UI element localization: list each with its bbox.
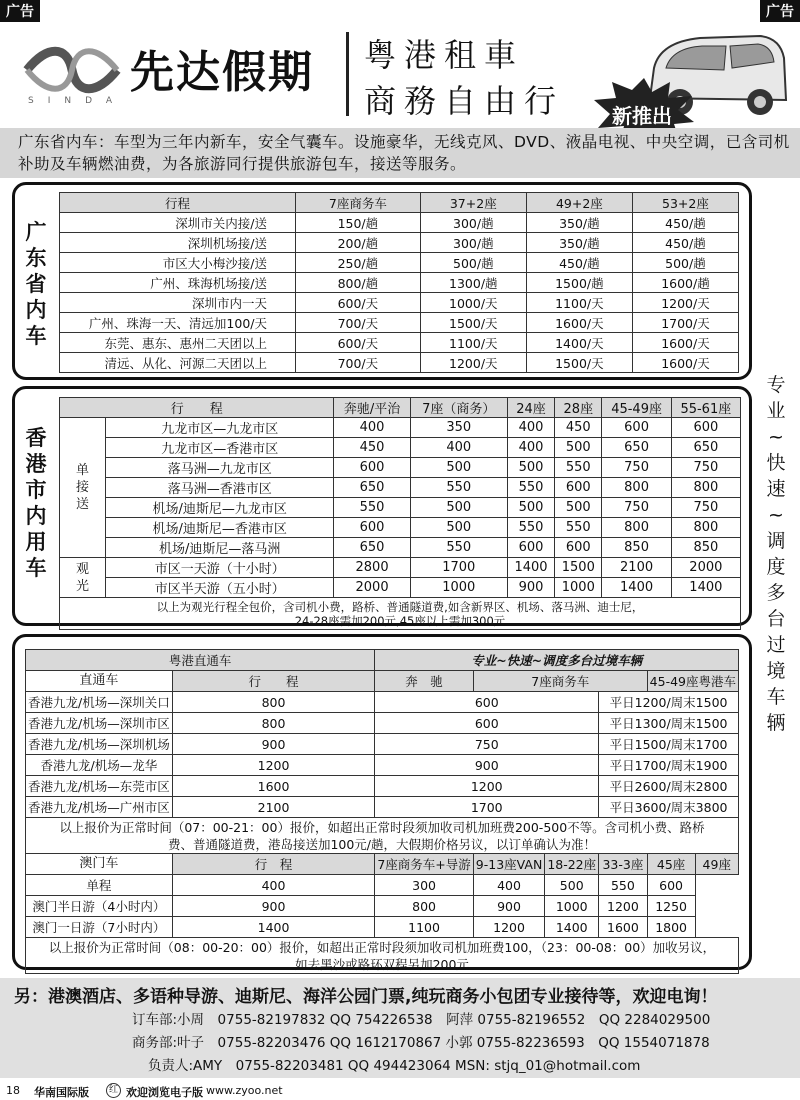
slogan-line1: 粤港租車 [364, 36, 525, 74]
table-row [60, 458, 741, 478]
table-cell: 500/趟 [632, 253, 738, 273]
table-row [26, 896, 739, 917]
table-cell: 250/趟 [296, 253, 421, 273]
table-row [26, 713, 739, 734]
table-cell: 750 [671, 498, 740, 518]
hongkong-price-table [59, 397, 741, 630]
table-cell: 1200 [473, 917, 545, 938]
column-header: 37+2座 [420, 193, 526, 213]
column-header: 行 程 [172, 854, 375, 875]
table-cell: 400 [473, 875, 545, 896]
table-cell: 香港九龙/机场—深圳市区 [26, 713, 173, 734]
column-header: 7座商务车+导游 [375, 854, 473, 875]
table-cell: 350/趟 [526, 233, 632, 253]
table-cell: 1000/天 [420, 293, 526, 313]
transfer-group-label [60, 418, 106, 558]
table-cell: 550 [599, 875, 648, 896]
table-cell: 300 [375, 875, 473, 896]
table-cell: 1400 [545, 917, 599, 938]
table-row [60, 353, 739, 373]
macau-note [26, 938, 739, 974]
website-link[interactable]: www.zyoo.net [206, 1084, 283, 1097]
table-cell: 400 [172, 875, 375, 896]
table-cell: 500 [555, 498, 602, 518]
table-cell: 650 [334, 478, 410, 498]
business-contact: 商务部:叶子 0755-82203476 QQ 1612170867 小郭 0755-82236593 QQ 1554071878 [132, 1035, 710, 1051]
table-row [60, 418, 741, 438]
page-footer [0, 1082, 800, 1100]
table-cell: 800 [602, 518, 671, 538]
table-cell: 1700 [375, 797, 599, 818]
table-cell: 900 [507, 578, 554, 598]
table-cell: 2800 [334, 558, 410, 578]
table-cell: 1400 [671, 578, 740, 598]
table-cell: 机场/迪斯尼—香港市区 [106, 518, 334, 538]
table-cell: 2100 [602, 558, 671, 578]
table-header-row [26, 671, 739, 692]
section-title: 香港市内用车 [25, 426, 47, 580]
sinda-logo-icon [22, 40, 122, 100]
table-cell: 600/天 [296, 293, 421, 313]
table-row [60, 233, 739, 253]
table-cell: 1600/天 [526, 313, 632, 333]
table-cell: 650 [602, 438, 671, 458]
hongkong-note [60, 598, 741, 630]
table-cell: 1200 [375, 776, 599, 797]
table-cell: 1400 [507, 558, 554, 578]
column-header: 9-13座VAN [473, 854, 545, 875]
table-cell: 市区大小梅沙接/送 [60, 253, 296, 273]
table-cell: 800 [375, 896, 473, 917]
table-cell: 450/趟 [526, 253, 632, 273]
ad-tag-right: 广告 [760, 0, 800, 22]
note-line: 以上为观光行程全包价，含司机小费，路桥、普通隧道费,如含新界区、机场、落马洲、迪士尼， [156, 599, 644, 614]
table-cell: 600 [375, 713, 599, 734]
table-cell: 1000 [555, 578, 602, 598]
table-cell: 1600 [599, 917, 648, 938]
table-cell: 1000 [545, 896, 599, 917]
table-cell: 1200/天 [632, 293, 738, 313]
table-cell: 机场/迪斯尼—落马洲 [106, 538, 334, 558]
table-cell: 550 [410, 478, 507, 498]
table-cell: 350 [410, 418, 507, 438]
column-header: 33-3座 [599, 854, 648, 875]
table-cell: 机场/迪斯尼—九龙市区 [106, 498, 334, 518]
table-cell: 香港九龙/机场—广州市区 [26, 797, 173, 818]
column-header: 45座 [647, 854, 695, 875]
table-cell: 九龙市区—九龙市区 [106, 418, 334, 438]
table-cell: 350/趟 [526, 213, 632, 233]
table-cell: 香港九龙/机场—龙华 [26, 755, 173, 776]
table-row [60, 518, 741, 538]
banner-row [26, 650, 739, 671]
column-header: 55-61座 [671, 398, 740, 418]
table-cell: 700/天 [296, 353, 421, 373]
table-cell: 800 [172, 713, 375, 734]
table-cell: 平日1700/周末1900 [599, 755, 739, 776]
table-cell: 1600/趟 [632, 273, 738, 293]
table-cell: 700/天 [296, 313, 421, 333]
table-row [26, 734, 739, 755]
table-cell: 400 [334, 418, 410, 438]
column-header: 7座商务车 [473, 671, 647, 692]
table-row [26, 917, 739, 938]
hongkong-panel [12, 386, 752, 626]
table-cell: 1600/天 [632, 353, 738, 373]
table-cell: 750 [602, 498, 671, 518]
table-cell: 600 [647, 875, 695, 896]
table-cell: 600 [671, 418, 740, 438]
guangdong-price-table [59, 192, 739, 373]
table-cell: 800/趟 [296, 273, 421, 293]
table-cell: 平日3600/周末3800 [599, 797, 739, 818]
table-cell: 东莞、惠东、惠州二天团以上 [60, 333, 296, 353]
table-cell: 500 [507, 498, 554, 518]
column-header: 行 程 [172, 671, 375, 692]
table-cell: 450 [334, 438, 410, 458]
table-cell: 平日1500/周末1700 [599, 734, 739, 755]
table-cell: 400 [507, 438, 554, 458]
table-cell: 澳门半日游（4小时内） [26, 896, 173, 917]
table-cell: 1300/趟 [420, 273, 526, 293]
table-cell: 550 [410, 538, 507, 558]
table-cell: 300/趟 [420, 233, 526, 253]
header [0, 22, 800, 128]
table-cell: 450/趟 [632, 233, 738, 253]
table-cell: 1700 [410, 558, 507, 578]
sightseeing-group-label [60, 558, 106, 598]
table-header-row [60, 398, 741, 418]
note-row [60, 598, 741, 630]
services-line: 另：港澳酒店、多语种导游、迪斯尼、海洋公园门票,纯玩商务小包团专业接待等，欢迎电询！ [14, 987, 718, 1007]
table-cell: 550 [334, 498, 410, 518]
column-header: 奔 驰 [375, 671, 473, 692]
table-cell: 香港九龙/机场—东莞市区 [26, 776, 173, 797]
table-cell: 900 [172, 896, 375, 917]
column-header: 7座商务车 [296, 193, 421, 213]
welcome-text: 欢迎浏览电子版 [126, 1086, 203, 1099]
column-header: 28座 [555, 398, 602, 418]
table-cell: 1200 [172, 755, 375, 776]
table-row [60, 578, 741, 598]
table-cell: 850 [602, 538, 671, 558]
table-cell: 500 [410, 518, 507, 538]
table-cell: 500 [410, 458, 507, 478]
table-cell: 2000 [334, 578, 410, 598]
table-cell: 600 [375, 692, 599, 713]
table-cell: 400 [410, 438, 507, 458]
table-cell: 450/趟 [632, 213, 738, 233]
table-cell: 550 [507, 518, 554, 538]
table-cell: 550 [555, 458, 602, 478]
table-cell: 550 [555, 518, 602, 538]
table-row [26, 797, 739, 818]
column-header: 49+2座 [526, 193, 632, 213]
table-cell: 1500/天 [526, 353, 632, 373]
table-row [26, 692, 739, 713]
table-cell: 平日2600/周末2800 [599, 776, 739, 797]
column-header: 18-22座 [545, 854, 599, 875]
column-header: 行程 [60, 193, 296, 213]
table-cell: 750 [602, 458, 671, 478]
table-cell: 200/趟 [296, 233, 421, 253]
table-cell: 单程 [26, 875, 173, 896]
table-row [60, 333, 739, 353]
direct-bus-note [26, 818, 739, 854]
group-label-text: 观光 [75, 561, 89, 594]
table-cell: 850 [671, 538, 740, 558]
table-cell: 600 [555, 538, 602, 558]
table-cell: 澳门一日游（7小时内） [26, 917, 173, 938]
table-cell: 1600/天 [632, 333, 738, 353]
table-cell: 市区半天游（五小时） [106, 578, 334, 598]
table-cell: 650 [671, 438, 740, 458]
table-cell: 600 [334, 458, 410, 478]
table-cell: 1400 [602, 578, 671, 598]
crossborder-price-table [25, 649, 739, 974]
table-cell: 2100 [172, 797, 375, 818]
header-divider [346, 32, 349, 116]
table-cell: 1000 [410, 578, 507, 598]
table-header-row [26, 854, 739, 875]
note-row [26, 938, 739, 974]
booking-contact: 订车部:小周 0755-82197832 QQ 754226538 阿萍 0755-82196552 QQ 2284029500 [132, 1012, 711, 1028]
table-row [26, 776, 739, 797]
column-header: 24座 [507, 398, 554, 418]
table-cell: 深圳机场接/送 [60, 233, 296, 253]
note-line: 费、普通隧道费，港岛接送加100元/趟，大假期价格另议，以订单确认为准！ [167, 836, 597, 852]
section-title: 广东省内车 [25, 220, 47, 348]
table-cell: 750 [375, 734, 599, 755]
table-cell: 平日1200/周末1500 [599, 692, 739, 713]
slogan-line2: 商務自由行 [364, 82, 565, 120]
table-row [60, 213, 739, 233]
direct-bus-banner: 粤港直通车 [26, 650, 375, 671]
table-cell: 1100 [375, 917, 473, 938]
table-cell: 广州、珠海一天、清远加100/天 [60, 313, 296, 333]
page-number: 18 [6, 1084, 20, 1097]
column-header: 奔驰/平治 [334, 398, 410, 418]
brand-name: 先达假期 [130, 47, 314, 98]
table-cell: 广州、珠海机场接/送 [60, 273, 296, 293]
table-cell: 750 [671, 458, 740, 478]
table-header-row [60, 193, 739, 213]
table-row [26, 755, 739, 776]
table-cell: 600 [555, 478, 602, 498]
table-cell: 550 [507, 478, 554, 498]
new-badge: 新推出 [612, 104, 672, 128]
table-cell: 1100/天 [420, 333, 526, 353]
column-header: 45-49座粤港车 [647, 671, 738, 692]
table-cell: 500/趟 [420, 253, 526, 273]
note-line: 以上报价为正常时间（08：00-20：00）报价，如超出正常时段须加收司机加班费100，（23：00-08：00）加收另议， [48, 939, 716, 955]
column-header: 45-49座 [602, 398, 671, 418]
table-row [60, 498, 741, 518]
table-cell: 1400 [172, 917, 375, 938]
table-cell: 1500 [555, 558, 602, 578]
column-header: 行 程 [60, 398, 334, 418]
table-cell: 500 [545, 875, 599, 896]
table-cell: 800 [172, 692, 375, 713]
table-cell: 1250 [647, 896, 695, 917]
group-label-text: 单接送 [75, 463, 89, 512]
table-row [60, 538, 741, 558]
publication-name: 华南国际版 [34, 1086, 89, 1099]
table-cell: 1400/天 [526, 333, 632, 353]
logo-subtitle: SINDA [28, 96, 127, 106]
table-row [60, 438, 741, 458]
table-cell: 600 [334, 518, 410, 538]
table-cell: 2000 [671, 558, 740, 578]
column-header: 7座（商务） [410, 398, 507, 418]
table-cell: 平日1300/周末1500 [599, 713, 739, 734]
table-cell: 1800 [647, 917, 695, 938]
table-cell: 九龙市区—香港市区 [106, 438, 334, 458]
table-cell: 400 [507, 418, 554, 438]
table-cell: 800 [602, 478, 671, 498]
table-cell: 1500/趟 [526, 273, 632, 293]
table-cell: 450 [555, 418, 602, 438]
note-line: 如去黑沙或路环双程另加200元 [295, 956, 469, 972]
table-cell: 900 [375, 755, 599, 776]
note-line: 24-28座需加200元,45座以上需加300元 [294, 613, 506, 628]
table-cell: 深圳市关内接/送 [60, 213, 296, 233]
crossborder-slogan: 专业~快速~调度多台过境车辆 [375, 650, 739, 671]
table-cell: 900 [473, 896, 545, 917]
table-cell: 1200 [599, 896, 648, 917]
table-cell: 香港九龙/机场—深圳机场 [26, 734, 173, 755]
table-cell: 1700/天 [632, 313, 738, 333]
column-header: 53+2座 [632, 193, 738, 213]
guangdong-panel [12, 182, 752, 380]
table-cell: 1100/天 [526, 293, 632, 313]
table-cell: 500 [410, 498, 507, 518]
note-row [26, 818, 739, 854]
table-cell: 落马洲—九龙市区 [106, 458, 334, 478]
direct-bus-label: 直通车 [26, 671, 173, 692]
table-cell: 150/趟 [296, 213, 421, 233]
table-cell: 800 [671, 518, 740, 538]
table-cell: 500 [555, 438, 602, 458]
table-cell: 落马洲—香港市区 [106, 478, 334, 498]
side-slogan: 专业~快速~调度多台过境车辆 [766, 374, 786, 734]
edition-badge-icon: 红 [106, 1083, 121, 1098]
table-row [60, 273, 739, 293]
table-row [60, 253, 739, 273]
table-row [60, 558, 741, 578]
table-cell: 500 [507, 458, 554, 478]
table-cell: 600/天 [296, 333, 421, 353]
table-cell: 300/趟 [420, 213, 526, 233]
crossborder-panel [12, 634, 752, 970]
contact-section [0, 978, 800, 1078]
table-cell: 900 [172, 734, 375, 755]
table-cell: 香港九龙/机场—深圳关口 [26, 692, 173, 713]
table-cell: 1500/天 [420, 313, 526, 333]
manager-contact: 负责人:AMY 0755-82203481 QQ 494423064 MSN: stjq_01@hotmail.com [148, 1058, 641, 1074]
table-cell: 1600 [172, 776, 375, 797]
table-cell: 600 [602, 418, 671, 438]
macau-label: 澳门车 [26, 854, 173, 875]
intro-text: 广东省内车：车型为三年内新车，安全气囊车。设施豪华，无线克风、DVD、液晶电视、中央空调，已含司机补助及车辆燃油费，为各旅游同行提供旅游包车，接送等服务。 [0, 128, 800, 178]
note-line: 以上报价为正常时间（07：00-21：00）报价，如超出正常时段须加收司机加班费200-500不等。含司机小费、路桥 [59, 819, 705, 835]
table-row [60, 313, 739, 333]
table-cell: 清远、从化、河源二天团以上 [60, 353, 296, 373]
table-cell: 650 [334, 538, 410, 558]
table-cell: 1200/天 [420, 353, 526, 373]
table-row [60, 478, 741, 498]
column-header: 49座 [695, 854, 738, 875]
ad-tag-left: 广告 [0, 0, 40, 22]
table-row [60, 293, 739, 313]
table-cell: 600 [507, 538, 554, 558]
table-row [26, 875, 739, 896]
table-cell: 深圳市内一天 [60, 293, 296, 313]
table-cell: 市区一天游（十小时） [106, 558, 334, 578]
table-cell: 800 [671, 478, 740, 498]
